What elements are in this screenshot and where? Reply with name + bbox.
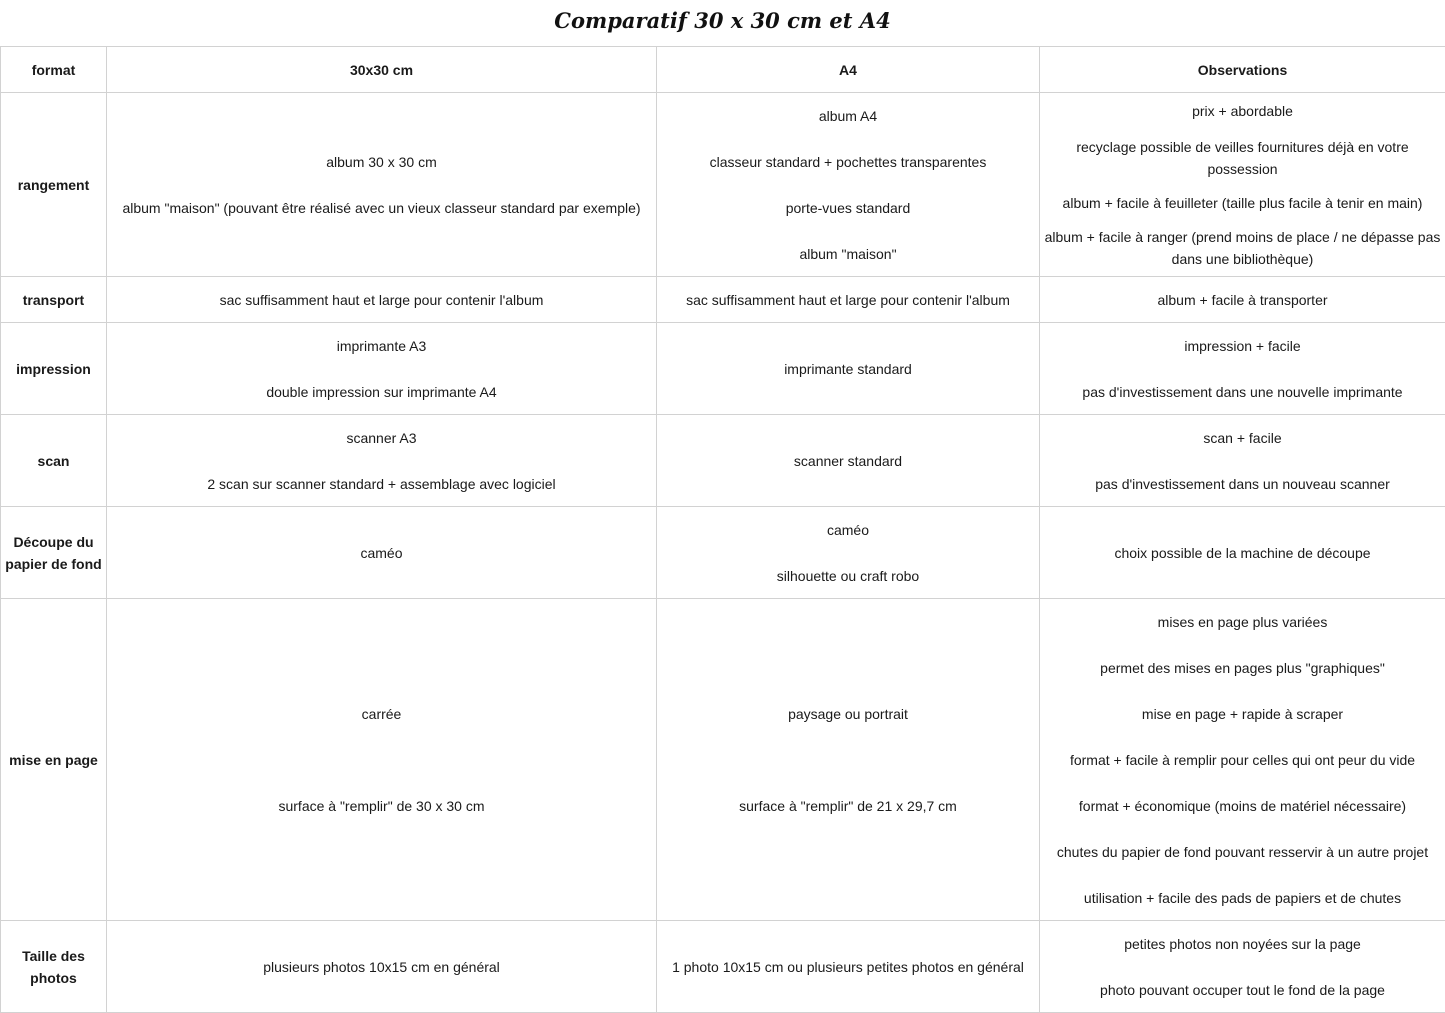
cell-scan-30x30 [107, 415, 657, 507]
cell-line: utilisation + facile des pads de papiers et de chutes [1083, 889, 1402, 906]
cell-line: carrée [361, 705, 402, 722]
cell-decoupe-a4 [657, 507, 1040, 599]
row-label-scan: scan [1, 415, 107, 507]
cell-line: album "maison" (pouvant être réalisé avec un vieux classeur standard par exemple) [122, 199, 641, 216]
header-format: format [1, 47, 107, 93]
table-row [1, 507, 1445, 599]
table-row [1, 415, 1445, 507]
cell-line: chutes du papier de fond pouvant resservir à un autre projet [1056, 843, 1429, 860]
cell-line: classeur standard + pochettes transparentes [709, 153, 987, 170]
cell-impression-observations [1040, 323, 1445, 415]
comparison-table [0, 46, 1445, 1013]
row-label-text: Découpe du papier de fond [5, 533, 102, 572]
row-label-impression: impression [1, 323, 107, 415]
table-row [1, 323, 1445, 415]
cell-taille-observations [1040, 921, 1445, 1013]
cell-line: petites photos non noyées sur la page [1124, 935, 1361, 952]
header-30x30: 30x30 cm [107, 47, 657, 93]
cell-line: photo pouvant occuper tout le fond de la page [1100, 981, 1385, 998]
cell-line: album A4 [818, 107, 878, 124]
table-row [1, 93, 1445, 277]
page-title: Comparatif 30 x 30 cm et A4 [554, 8, 891, 33]
table-row [1, 599, 1445, 921]
cell-line: silhouette ou craft robo [776, 567, 920, 584]
cell-line: imprimante A3 [336, 337, 427, 354]
cell-line: pas d'investissement dans un nouveau scanner [1095, 475, 1390, 492]
cell-line: format + économique (moins de matériel nécessaire) [1078, 797, 1407, 814]
cell-line: prix + abordable [1192, 102, 1293, 119]
row-label-rangement: rangement [1, 93, 107, 277]
cell-miseenpage-observations [1040, 599, 1445, 921]
table-row [1, 921, 1445, 1013]
cell-line: mise en page + rapide à scraper [1141, 705, 1344, 722]
header-a4: A4 [657, 47, 1040, 93]
cell-line: album 30 x 30 cm [326, 153, 437, 170]
cell-line: double impression sur imprimante A4 [266, 383, 497, 400]
cell-line: 2 scan sur scanner standard + assemblage avec logiciel [207, 475, 556, 492]
cell-line: paysage ou portrait [788, 705, 908, 722]
header-observations: Observations [1040, 47, 1445, 93]
row-label-mise-en-page: mise en page [1, 599, 107, 921]
cell-taille-30x30: plusieurs photos 10x15 cm en général [107, 921, 657, 1013]
cell-rangement-30x30 [107, 93, 657, 277]
cell-line: porte-vues standard [785, 199, 911, 216]
cell-decoupe-30x30: caméo [107, 507, 657, 599]
cell-line: recyclage possible de veilles fournitures déjà en votre possession [1076, 138, 1409, 177]
cell-line: surface à "remplir" de 21 x 29,7 cm [739, 797, 957, 814]
table-row [1, 277, 1445, 323]
row-label-transport: transport [1, 277, 107, 323]
cell-scan-a4: scanner standard [657, 415, 1040, 507]
cell-line: album + facile à feuilleter (taille plus facile à tenir en main) [1062, 194, 1423, 211]
cell-decoupe-observations: choix possible de la machine de découpe [1040, 507, 1445, 599]
cell-miseenpage-a4 [657, 599, 1040, 921]
cell-line: impression + facile [1184, 337, 1301, 354]
cell-line: album + facile à ranger (prend moins de place / ne dépasse pas dans une bibliothèque) [1044, 228, 1441, 267]
table-header-row [1, 47, 1445, 93]
cell-transport-a4: sac suffisamment haut et large pour contenir l'album [657, 277, 1040, 323]
row-label-taille-photos [1, 921, 107, 1013]
cell-line: format + facile à remplir pour celles qui ont peur du vide [1069, 751, 1416, 768]
cell-line: scan + facile [1203, 429, 1282, 446]
cell-impression-30x30 [107, 323, 657, 415]
row-label-text: Taille des photos [22, 947, 85, 986]
cell-rangement-observations [1040, 93, 1445, 277]
cell-scan-observations [1040, 415, 1445, 507]
cell-line: caméo [826, 521, 870, 538]
cell-line: scanner A3 [346, 429, 417, 446]
cell-line: permet des mises en pages plus "graphiques" [1100, 659, 1385, 676]
cell-taille-a4: 1 photo 10x15 cm ou plusieurs petites photos en général [657, 921, 1040, 1013]
cell-miseenpage-30x30 [107, 599, 657, 921]
cell-rangement-a4 [657, 93, 1040, 277]
row-label-decoupe [1, 507, 107, 599]
cell-transport-observations: album + facile à transporter [1040, 277, 1445, 323]
cell-line: mises en page plus variées [1157, 613, 1328, 630]
cell-line: pas d'investissement dans une nouvelle imprimante [1082, 383, 1403, 400]
cell-line: album "maison" [799, 245, 897, 262]
cell-transport-30x30: sac suffisamment haut et large pour contenir l'album [107, 277, 657, 323]
cell-impression-a4: imprimante standard [657, 323, 1040, 415]
cell-line: surface à "remplir" de 30 x 30 cm [278, 797, 485, 814]
